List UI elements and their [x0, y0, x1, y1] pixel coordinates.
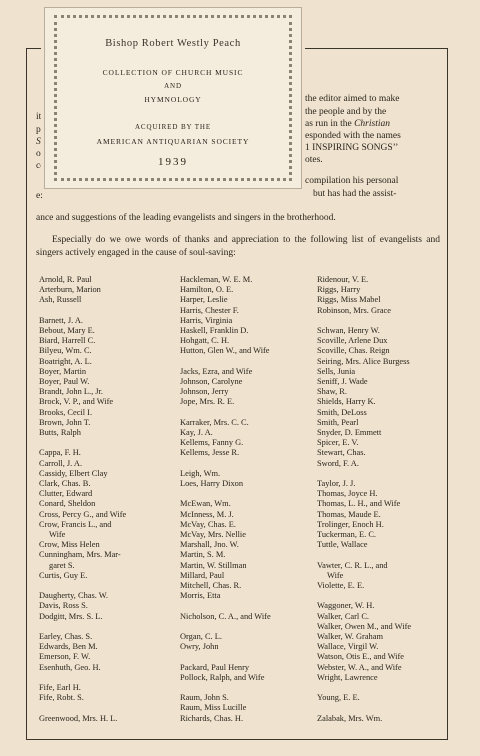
name-entry-continuation: Wife [49, 530, 66, 540]
letter-group-gap [180, 622, 308, 632]
name-entry: Taylor, J. J. [317, 479, 356, 489]
letter-group-gap [180, 489, 308, 499]
name-entry: Thomas, L. H., and Wife [317, 499, 401, 509]
name-entry: Walker, Owen M., and Wife [317, 621, 412, 631]
text-fragment: otes. [305, 155, 323, 165]
name-entry: Hohgatt, C. H. [180, 336, 230, 346]
name-entry: Conard, Sheldon [39, 499, 96, 509]
name-entry: Violette, E. E. [317, 581, 365, 591]
name-entry: Daugherty, Chas. W. [39, 591, 109, 601]
text-fragment: but has had the assist- [313, 189, 397, 199]
name-entry: Curtis, Guy E. [39, 570, 88, 580]
letter-group-gap [39, 703, 174, 713]
bookplate-collection: COLLECTION OF CHURCH MUSIC [102, 68, 244, 77]
name-entry: Earley, Chas. S. [39, 632, 93, 642]
bookplate-society: AMERICAN ANTIQUARIAN SOCIETY [96, 137, 250, 146]
name-entry: Davis, Ross S. [39, 601, 88, 611]
text-fragment: 1 INSPIRING SONGS’’ [305, 143, 399, 153]
name-entry: Mitchell, Chas. R. [180, 581, 242, 591]
letter-group-gap [317, 683, 443, 693]
name-entry: Martin, S. M. [180, 550, 226, 560]
name-entry: Dodgitt, Mrs. S. L. [39, 611, 103, 621]
name-entry: Carroll, J. A. [39, 458, 83, 468]
bookplate-stamp [44, 7, 302, 189]
letter-group-gap [317, 550, 443, 560]
name-entry: Esenhuth, Geo. H. [39, 662, 101, 672]
name-entry: Kellems, Jesse R. [180, 448, 240, 458]
name-entry: Organ, C. L. [180, 632, 222, 642]
name-entry: Harris, Virginia [180, 315, 233, 325]
name-entry: Shaw, R. [317, 387, 347, 397]
text-fragment: e: [36, 191, 43, 201]
name-entry: Jacks, Ezra, and Wife [180, 366, 253, 376]
name-entry: Kay, J. A. [180, 428, 213, 438]
name-entry: Millard, Paul [180, 570, 225, 580]
name-entry: Johnson, Carolyne [180, 377, 243, 387]
name-entry: Webster, W. A., and Wife [317, 662, 402, 672]
name-entry: Loes, Harry Dixon [180, 479, 244, 489]
name-entry: Biard, Harrell C. [39, 336, 96, 346]
name-entry: Pollock, Ralph, and Wife [180, 672, 265, 682]
name-entry: Butts, Ralph [39, 428, 81, 438]
name-entry: Boyer, Paul W. [39, 377, 90, 387]
name-entry: Shields, Harry K. [317, 397, 376, 407]
name-entry: Nicholson, C. A., and Wife [180, 611, 271, 621]
name-entry: Wright, Lawrence [317, 672, 378, 682]
name-entry: Ridenour, V. E. [317, 275, 369, 284]
name-entry: Emerson, F. W. [39, 652, 91, 662]
letter-group-gap [317, 316, 443, 326]
name-entry: Raum, John S. [180, 693, 229, 703]
letter-group-gap [317, 591, 443, 601]
name-entry: Wallace, Virgil W. [317, 642, 379, 652]
name-entry: Arterburn, Marion [39, 285, 101, 295]
name-entry: Harris, Chester F. [180, 305, 239, 315]
name-entry: Watson, Otis E., and Wife [317, 652, 404, 662]
name-entry: Greenwood, Mrs. H. L. [39, 713, 118, 723]
name-entry: Ash, Russell [39, 295, 82, 305]
name-entry: Riggs, Miss Mabel [317, 295, 381, 305]
name-entry: Stewart, Chas. [317, 448, 366, 458]
name-entry: Thomas, Joyce H. [317, 489, 378, 499]
letter-group-gap [180, 683, 308, 693]
name-entry: Riggs, Harry [317, 285, 361, 295]
name-entry: Jope, Mrs. R. E. [180, 397, 235, 407]
name-entry: Tuttle, Wallace [317, 540, 368, 550]
text-fragment: the people and by the [305, 107, 387, 117]
name-entry: Sword, F. A. [317, 458, 359, 468]
name-entry: Karraker, Mrs. C. C. [180, 417, 249, 427]
bookplate-acquired: ACQUIRED BY THE [134, 123, 212, 131]
letter-group-gap [180, 459, 308, 469]
name-entry: Haskell, Franklin D. [180, 326, 249, 336]
name-entry: Hackleman, W. E. M. [180, 275, 253, 284]
name-entry: Brandt, John L., Jr. [39, 387, 103, 397]
name-entry: Snyder, D. Emmett [317, 428, 382, 438]
letter-group-gap [39, 581, 174, 591]
name-entry: Johnson, Jerry [180, 387, 229, 397]
name-entry: Owry, John [180, 642, 219, 652]
text-fragment: the editor aimed to make [305, 94, 400, 104]
name-entry: Clutter, Edward [39, 489, 93, 499]
name-entry: Brock, V. P., and Wife [39, 397, 114, 407]
paragraph-assistance: ance and suggestions of the leading evangelists and singers in the brotherhood. [36, 213, 336, 223]
text-fragment: as run in the Christian [305, 119, 390, 129]
name-entry: Martin, W. Stillman [180, 560, 247, 570]
name-entry: Hamilton, O. E. [180, 285, 234, 295]
bookplate-year: 1939 [158, 156, 188, 168]
name-entry: Leigh, Wm. [180, 468, 221, 478]
letter-group-gap [180, 652, 308, 662]
text-fragment: compilation his personal [305, 176, 399, 186]
name-entry: Schwan, Henry W. [317, 326, 380, 335]
name-entry: Cappa, F. H. [39, 448, 81, 458]
letter-group-gap [180, 601, 308, 611]
name-entry: Trolinger, Enoch H. [317, 519, 384, 529]
text-fragment: o [36, 149, 41, 159]
name-entry: Brown, John T. [39, 417, 91, 427]
paragraph-thanks: Especially do we owe words of thanks and appreciation to the following list of evangelists and singers actively engaged in the cause of soul-saving: [36, 235, 440, 258]
name-entry: Vawter, C. R. L., and [317, 560, 388, 570]
letter-group-gap [180, 357, 308, 367]
name-entry: Sells, Junia [317, 366, 356, 376]
bookplate-and: AND [164, 82, 182, 90]
name-entry: Crow, Miss Helen [39, 540, 100, 550]
name-entry: Fife, Earl H. [39, 683, 81, 693]
letter-group-gap [39, 622, 174, 632]
text-fragment: cc [36, 161, 45, 171]
name-entry: Brooks, Cecil I. [39, 407, 93, 417]
name-entry: Cross, Percy G., and Wife [39, 509, 127, 519]
letter-group-gap [39, 306, 174, 316]
name-entry: Harper, Leslie [180, 295, 228, 305]
text-fragment: p [36, 125, 41, 135]
name-entry: Marshall, Jno. W. [180, 540, 239, 550]
name-entry: McEwan, Wm. [180, 499, 231, 509]
names-column-1 [39, 275, 174, 724]
text-fragment: it [36, 112, 42, 122]
letter-group-gap [39, 673, 174, 683]
bookplate-hymnology: HYMNOLOGY [144, 95, 202, 104]
letter-group-gap [180, 408, 308, 418]
name-entry: Kellems, Fanny G. [180, 438, 244, 448]
text-fragment: S [36, 137, 41, 147]
name-entry: Cassidy, Elbert Clay [39, 468, 108, 478]
name-entry: Bilyeu, Wm. C. [39, 346, 92, 356]
name-entry: Zalabak, Mrs. Wm. [317, 713, 383, 723]
bookplate-title: Bishop Robert Westly Peach [105, 38, 241, 49]
name-entry: Crow, Francis L., and [39, 519, 112, 529]
name-entry: Scoville, Chas. Reign [317, 346, 390, 356]
name-entry: Smith, DeLoss [317, 407, 367, 417]
name-entry: Young, E. E. [317, 693, 360, 703]
text-fragment: esponded with the names [305, 131, 401, 141]
name-entry: Richards, Chas. H. [180, 713, 244, 723]
name-entry: Boyer, Martin [39, 366, 87, 376]
names-column-2 [180, 275, 308, 724]
name-entry: McInness, M. J. [180, 509, 234, 519]
name-entry: Walker, Carl C. [317, 611, 370, 621]
letter-group-gap [39, 438, 174, 448]
name-entry: Seiring, Mrs. Alice Burgess [317, 356, 410, 366]
name-entry: Robinson, Mrs. Grace [317, 305, 391, 315]
name-entry: Tuckerman, E. C. [317, 530, 377, 540]
name-entry: Packard, Paul Henry [180, 662, 250, 672]
name-entry: Boatright, A. L. [39, 356, 92, 366]
name-entry: Cunningham, Mrs. Mar- [39, 550, 121, 560]
name-entry: Seniff, J. Wade [317, 377, 368, 387]
name-entry: Edwards, Ben M. [39, 642, 98, 652]
names-column-3 [317, 275, 443, 724]
name-entry: Scoville, Arlene Dux [317, 336, 388, 346]
name-entry: Fife, Robt. S. [39, 693, 84, 703]
name-entry: Smith, Pearl [317, 417, 359, 427]
name-entry-continuation: Wife [327, 570, 344, 580]
name-entry: Morris, Etta [180, 591, 221, 601]
name-entry: Hutton, Glen W., and Wife [180, 346, 270, 356]
name-entry: Spicer, E. V. [317, 438, 359, 448]
letter-group-gap [317, 703, 443, 713]
name-entry: Arnold, R. Paul [39, 275, 92, 284]
name-entry: McVay, Chas. E. [180, 519, 236, 529]
name-entry: Walker, W. Graham [317, 632, 383, 642]
name-entry: Waggoner, W. H. [317, 601, 375, 611]
name-entry: Thomas, Maude E. [317, 509, 381, 519]
name-entry: Bebout, Mary E. [39, 326, 95, 335]
name-entry: Raum, Miss Lucille [180, 703, 247, 713]
name-entry: McVay, Mrs. Nellie [180, 530, 246, 540]
name-entry-continuation: garet S. [49, 560, 75, 570]
letter-group-gap [317, 469, 443, 479]
name-entry: Barnett, J. A. [39, 315, 83, 325]
name-entry: Clark, Chas. B. [39, 479, 91, 489]
